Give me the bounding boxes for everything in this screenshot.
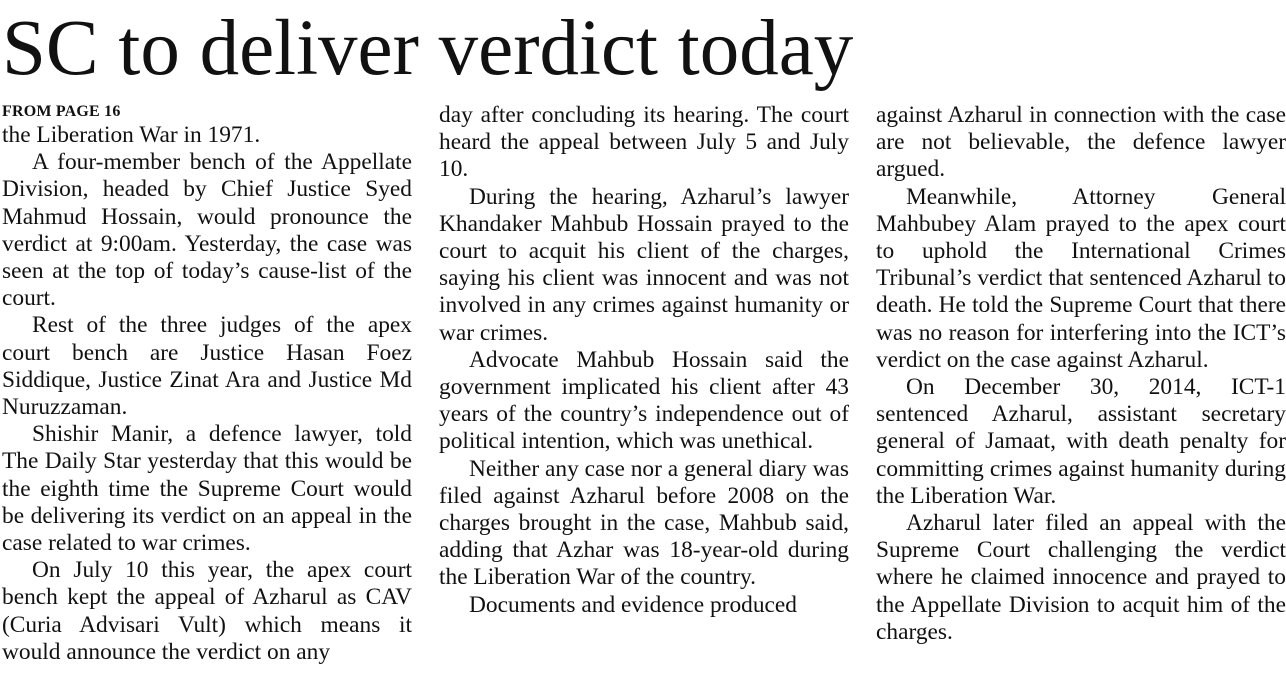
paragraph: Neither any case nor a general diary was filed against Azharul before 2008 on the charges brought in the case, Mahbub said, adding that Azhar was 18-year-old during the Liberation War of the country.: [439, 455, 849, 591]
paragraph: Advocate Mahbub Hossain said the government implicated his client after 43 years of the country’s independence out of political intention, which was unethical.: [439, 346, 849, 455]
paragraph: Meanwhile, Attorney General Mahbubey Alam prayed to the apex court to uphold the International Crimes Tribunal’s verdict that sentenced Azharul to death. He told the Supreme Court that there was no reason for interfering into the ICT’s verdict on the case against Azharul.: [876, 183, 1286, 373]
article-column-1: [2, 102, 412, 666]
paragraph: On December 30, 2014, ICT-1 sentenced Azharul, assistant secretary general of Jamaat, with death penalty for committing crimes against humanity during the Liberation War.: [876, 374, 1286, 509]
paragraph: day after concluding its hearing. The court heard the appeal between July 5 and July 10.: [439, 102, 849, 183]
article-column-3: [876, 102, 1286, 646]
paragraph: During the hearing, Azharul’s lawyer Khandaker Mahbub Hossain prayed to the court to acquit his client of the charges, saying his client was innocent and was not involved in any crimes against humanity or war crimes.: [439, 183, 849, 346]
paragraph: Rest of the three judges of the apex court bench are Justice Hasan Foez Siddique, Justice Zinat Ara and Justice Md Nuruzzaman.: [2, 312, 412, 421]
paragraph: Azharul later filed an appeal with the Supreme Court challenging the verdict where he claimed innocence and prayed to the Appellate Division to acquit him of the charges.: [876, 510, 1286, 645]
paragraph: the Liberation War in 1971.: [2, 122, 261, 148]
paragraph: Shishir Manir, a defence lawyer, told The Daily Star yesterday that this would be the eighth time the Supreme Court would be delivering its verdict on an appeal in the case related to war crimes.: [2, 421, 412, 557]
paragraph: against Azharul in connection with the case are not believable, the defence lawyer argued.: [876, 102, 1286, 183]
paragraph: On July 10 this year, the apex court bench kept the appeal of Azharul as CAV (Curia Advisari Vult) which means it would announce the verdict on any: [2, 557, 412, 665]
headline: SC to deliver verdict today: [2, 5, 854, 92]
article-column-2: [439, 102, 849, 619]
continuation-kicker: FROM PAGE 16: [2, 103, 121, 120]
paragraph: Documents and evidence produced: [469, 591, 797, 618]
paragraph: A four-member bench of the Appellate Division, headed by Chief Justice Syed Mahmud Hossain, would pronounce the verdict at 9:00am. Yesterday, the case was seen at the top of today’s cause-list of the court.: [2, 149, 412, 312]
